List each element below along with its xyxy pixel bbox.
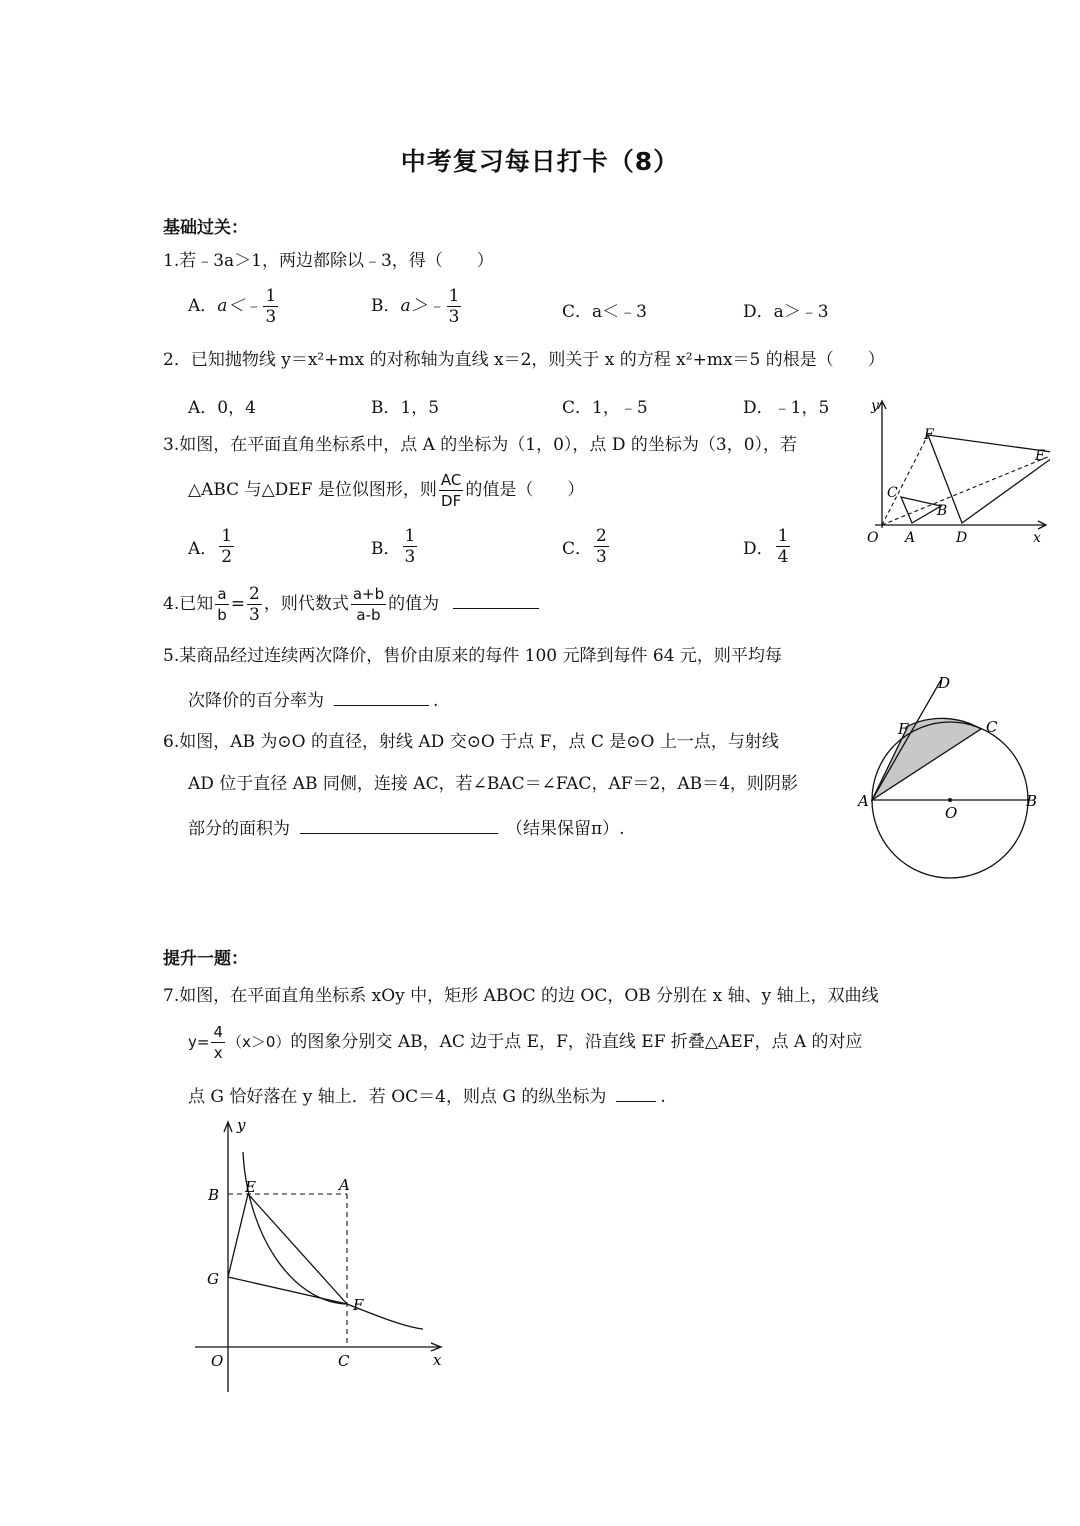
q7-answer-blank [616,1085,656,1102]
q7-line2: y= $\frac{4}{x}$ （x＞0）的图象分别交 AB，AC 边于点 E，F，沿直线 EF 折叠△AEF，点 A 的对应 [188,1023,863,1062]
q6-fig-label-b: B [1026,792,1038,810]
q2-option-b: B．1，5 [371,398,440,418]
q3-option-c: C． $\frac{2}{3}$ [562,526,607,567]
section-advanced-heading: 提升一题： [163,949,248,969]
q3-option-d: D． $\frac{1}{4}$ [743,526,789,567]
q5-line2: 次降价的百分率为 . [188,691,439,711]
q1-a-text: a＜﹣ [217,296,262,316]
q1-option-c: C．a＜﹣3 [562,302,647,322]
q7-fig-label-c: C [338,1352,350,1370]
q7-line3: 点 G 恰好落在 y 轴上．若 OC＝4，则点 G 的纵坐标为 . [188,1087,666,1107]
q1-a-label: A． [188,296,218,316]
q6-circle-figure [850,672,1050,882]
q3-fig-label-o: O [867,530,879,546]
q3-coordinate-figure [855,395,1050,555]
q7-fig-label-g: G [207,1270,219,1288]
q6-line3: 部分的面积为 （结果保留π）. [188,819,625,839]
q3-fig-label-f: F [924,427,934,443]
q2-option-c: C．1，﹣5 [562,398,648,418]
q1-option-a [188,286,280,327]
q3-fig-label-c: C [887,485,898,501]
q6-line2: AD 位于直径 AB 同侧，连接 AC，若∠BAC＝∠FAC，AF＝2，AB＝4，则阴影 [188,774,798,794]
q1-b-label: B． [371,296,401,316]
q6-line1: 6.如图，AB 为⊙O 的直径，射线 AD 交⊙O 于点 F，点 C 是⊙O 上一点，与射线 [163,732,779,752]
q1-option-b [371,286,463,327]
q2-option-d: D．﹣1，5 [743,398,830,418]
q7-fig-label-f: F [353,1296,364,1314]
q3-line1: 3.如图，在平面直角坐标系中，点 A 的坐标为（1，0），点 D 的坐标为（3，0），若 [163,435,798,455]
q6-fig-label-c: C [986,718,998,736]
q7-fig-label-e: E [245,1178,256,1196]
q7-line1: 7.如图，在平面直角坐标系 xOy 中，矩形 ABOC 的边 OC，OB 分别在 x 轴、y 轴上，双曲线 [163,986,879,1006]
q1-b-text: a＞﹣ [400,296,445,316]
q3-fig-label-y: y [871,398,879,414]
q3-fig-label-b: B [937,503,948,519]
page-title: 中考复习每日打卡（8） [400,147,680,176]
q1-b-fraction: $\frac{1}{3}$ [448,286,460,327]
q7-fig-label-b: B [208,1186,220,1204]
q3-fig-label-a: A [905,530,916,546]
q6-fig-label-o: O [945,804,958,822]
q3-option-a: A． $\frac{1}{2}$ [188,526,233,567]
q3-ratio-fraction: $\frac{AC}{DF}$ [440,471,462,510]
q3-fig-label-x: x [1033,530,1041,546]
q7-hyperbola-figure [195,1112,460,1397]
q6-fig-label-a: A [858,792,869,810]
q3-fig-label-d: D [956,530,968,546]
q7-fig-label-y: y [237,1116,246,1134]
section-basic-heading: 基础过关： [163,218,248,238]
q7-fig-label-a: A [339,1176,350,1194]
q3-fig-label-e: E [1035,448,1046,464]
q5-answer-blank [334,689,429,706]
q1-a-fraction: $\frac{1}{3}$ [265,286,277,327]
q1-option-d: D．a＞﹣3 [743,302,829,322]
q1-stem: 1.若﹣3a＞1，两边都除以﹣3，得（ ） [163,251,494,271]
q3-line2: △ABC 与△DEF 是位似图形，则 $\frac{AC}{DF}$ 的值是（ ） [188,471,585,510]
q2-option-a: A．0，4 [188,398,256,418]
q2-stem: 2．已知抛物线 y＝x²+mx 的对称轴为直线 x＝2，则关于 x 的方程 x²+mx＝5 的根是（ ） [163,350,885,370]
q7-fig-label-o: O [211,1352,224,1370]
q4-answer-blank [453,592,539,609]
q6-answer-blank [300,817,498,834]
q7-fig-label-x: x [433,1351,442,1369]
q3-option-b: B． $\frac{1}{3}$ [371,526,416,567]
q5-line1: 5.某商品经过连续两次降价，售价由原来的每件 100 元降到每件 64 元，则平均每 [163,646,782,666]
q6-fig-label-f: F [898,720,909,738]
q4-line: 4.已知 $\frac{a}{b}$ = $\frac{2}{3}$ ，则代数式 $\frac{a+b}{a-b}$ 的值为 [163,584,539,625]
q6-fig-label-d: D [938,674,951,692]
